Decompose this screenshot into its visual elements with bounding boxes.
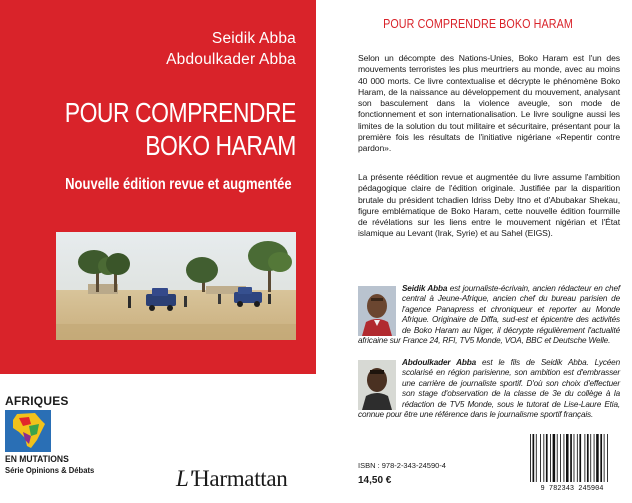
price: 14,50 € (358, 475, 392, 486)
cover-photo (56, 232, 296, 340)
barcode-icon (524, 432, 620, 492)
author-2-portrait (358, 360, 396, 410)
back-cover-title: POUR COMPRENDRE BOKO HARAM (383, 17, 573, 31)
africa-map-icon (5, 410, 51, 452)
book-subtitle: Nouvelle édition revue et augmentée (65, 176, 292, 193)
series-collection: Série Opinions & Débats (5, 465, 95, 475)
publisher-name: Harmattan (193, 466, 288, 491)
publisher-logo (176, 466, 288, 492)
author-1: Seidik Abba (211, 30, 296, 47)
author-2-bio-text (358, 358, 620, 420)
author-1-bio-name: Seidik Abba (402, 284, 448, 293)
series-tagline: EN MUTATIONS (5, 454, 69, 465)
series-name: AFRIQUES (5, 394, 69, 408)
author-bio-1 (358, 284, 620, 346)
author-2: Abdoulkader Abba (166, 51, 296, 68)
author-names (166, 28, 296, 70)
synopsis-paragraph-1: Selon un décompte des Nations-Unies, Boko Haram est l'un des mouvements terroristes les plus meurtriers au monde, avec au moins 40 000 morts. Ce livre contextualise et décrypte le phénomène Boko Haram, de la naissance au développement du mouvement, analysant son basculement dans la violence aveugle, son mode de fonctionnement et son internationalisation. Le livre souligne aussi les limites de la solution du tout militaire et sécuritaire, présentant pour la première fois les résultats de l'initiative nigériane «Repentir contre pardon». (358, 53, 620, 154)
author-1-portrait (358, 286, 396, 336)
book-title (65, 96, 296, 162)
author-2-bio-name: Abdoulkader Abba (402, 358, 476, 367)
barcode-digits: 9 782343 245904 (540, 485, 604, 492)
author-2-bio-body: est le fils de Seidik Abba. Lycéen scolarisé en région parisienne, son ambition est d'embrasser une carrière de journaliste sportif. D'où son choix d'effectuer son stage d'observation de la classe de 3e du collège à la rédaction de TV5 Monde, sous le tutorat de Lise-Laure Etia, connue pour être une référence dans le journalisme sportif français. (358, 358, 620, 420)
back-cover-footer (358, 432, 620, 492)
back-cover (324, 0, 632, 503)
title-line-2: BOKO HARAM (145, 130, 296, 161)
title-line-1: POUR COMPRENDRE (64, 97, 296, 128)
author-bio-2 (358, 358, 620, 420)
isbn: ISBN : 978-2-343-24590-4 (358, 461, 446, 470)
synopsis-paragraph-2: La présente réédition revue et augmentée du livre assume l'ambition pédagogique claire de l'édition originale. Justifiée par la disparition brutale du président tchadien Idriss Deby Itno et d'Abubakar Shekau, figure emblématique de Boko Haram, cette nouvelle édition fourmille de révélations sur les liens entre le mouvement nigérian et l'État islamique au Levant (Irak, Syrie) et au Sahel (EIGS). (358, 172, 620, 239)
series-logo (5, 394, 115, 475)
publisher-prefix: L' (176, 466, 194, 491)
author-1-bio-text (358, 284, 620, 346)
author-1-bio-body: est journaliste-écrivain, ancien rédacteur en chef central à Jeune-Afrique, ancien chef du bureau parisien de l'agence Panapress et chroniqueur et reporter au Monde Afrique. Originaire de Diffa, sud-est et épicentre des activités de Boko Haram au Niger, il décrypte régulièrement l'actualité africaine sur France 24, RFI, TV5 Monde, VOA, BBC et Deutsche Welle. (358, 284, 620, 346)
